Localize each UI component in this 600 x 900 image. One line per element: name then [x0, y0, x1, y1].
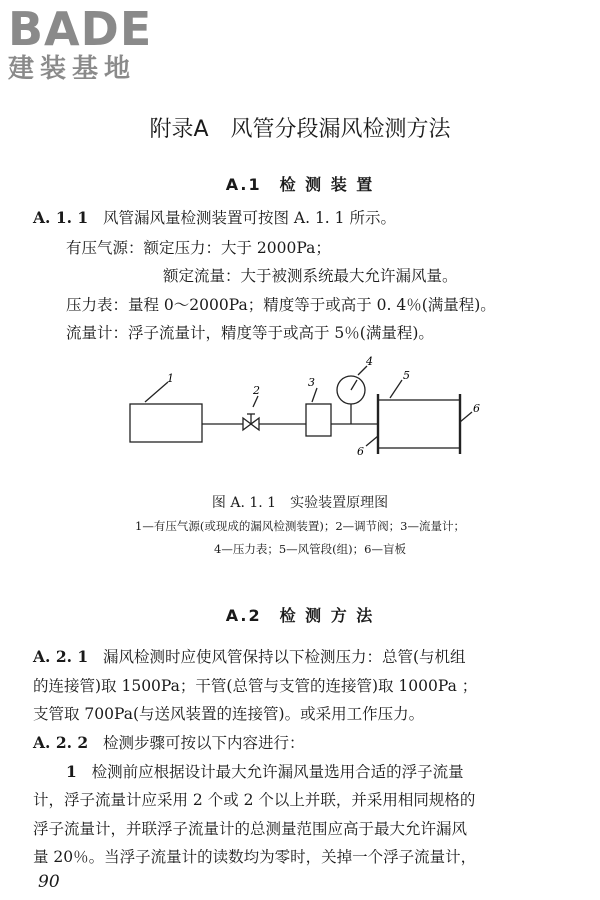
brand-logo [8, 2, 153, 84]
clause-a2-1-line-3: 支管取 700Pa(与送风装置的连接管)。或采用工作压力。 [33, 705, 425, 723]
step-text: 检测前应根据设计最大允许漏风量选用合适的浮子流量 [91, 763, 464, 781]
step-1-line-4: 量 20％。当浮子流量计的读数均为零时，关掉一个浮子流量计， [33, 848, 477, 866]
step-1-line-1 [66, 762, 464, 782]
figure-label-5: 5 [403, 369, 410, 382]
figure-label-3: 3 [308, 376, 315, 389]
clause-text: 检测步骤可按以下内容进行： [102, 734, 305, 752]
step-1-line-2: 计，浮子流量计应采用 2 个或 2 个以上并联，并采用相同规格的 [33, 791, 476, 809]
air-source-pressure-line: 有压气源：额定压力：大于 2000Pa； [66, 239, 331, 257]
figure-label-6-left: 6 [357, 445, 364, 458]
air-source-flow-line: 额定流量：大于被测系统最大允许漏风量。 [163, 267, 458, 285]
clause-number: A. 2. 2 [33, 733, 89, 752]
clause-number: A. 1. 1 [33, 208, 89, 227]
figure-label-6-right: 6 [473, 402, 480, 415]
figure-label-2: 2 [253, 384, 260, 397]
apparatus-diagram [0, 352, 600, 464]
clause-text: 风管漏风量检测装置可按图 A. 1. 1 所示。 [102, 209, 396, 227]
clause-text: 漏风检测时应使风管保持以下检测压力：总管(与机组 [102, 648, 466, 666]
clause-a1-1 [33, 208, 396, 228]
duct-section [378, 400, 460, 448]
logo-subtitle: 建装基地 [8, 54, 137, 84]
pressure-gauge-line: 压力表：量程 0～2000Pa；精度等于或高于 0. 4％(满量程)。 [66, 296, 496, 314]
clause-a2-2 [33, 733, 304, 753]
figure-legend-line-1: 1—有压气源(或现成的漏风检测装置)；2—调节阀；3—流量计； [135, 519, 465, 533]
figure-legend-line-2: 4—压力表；5—风管段(组)；6—盲板 [214, 542, 406, 556]
figure-label-4: 4 [366, 355, 373, 368]
clause-a2-1 [33, 647, 466, 667]
flowmeter-line: 流量计：浮子流量计，精度等于或高于 5％(满量程)。 [66, 324, 434, 342]
figure-caption: 图 A. 1. 1 实验装置原理图 [211, 495, 389, 511]
section-heading-a2: A.2 检 测 方 法 [225, 606, 375, 625]
appendix-title: 附录A 风管分段漏风检测方法 [149, 117, 451, 142]
regulating-valve [243, 418, 251, 430]
logo-brand-text: BADE [8, 2, 153, 56]
air-source-box [130, 404, 202, 442]
clause-number: A. 2. 1 [33, 647, 89, 666]
page-number: 90 [38, 872, 60, 892]
flowmeter-box [306, 404, 331, 436]
clause-a2-1-line-2: 的连接管)取 1500Pa；干管(总管与支管的连接管)取 1000Pa ； [33, 677, 478, 695]
figure-label-1: 1 [167, 372, 174, 385]
step-number: 1 [66, 762, 77, 781]
step-1-line-3: 浮子流量计，并联浮子流量计的总测量范围应高于最大允许漏风 [33, 820, 468, 838]
section-heading-a1: A.1 检 测 装 置 [225, 175, 375, 194]
